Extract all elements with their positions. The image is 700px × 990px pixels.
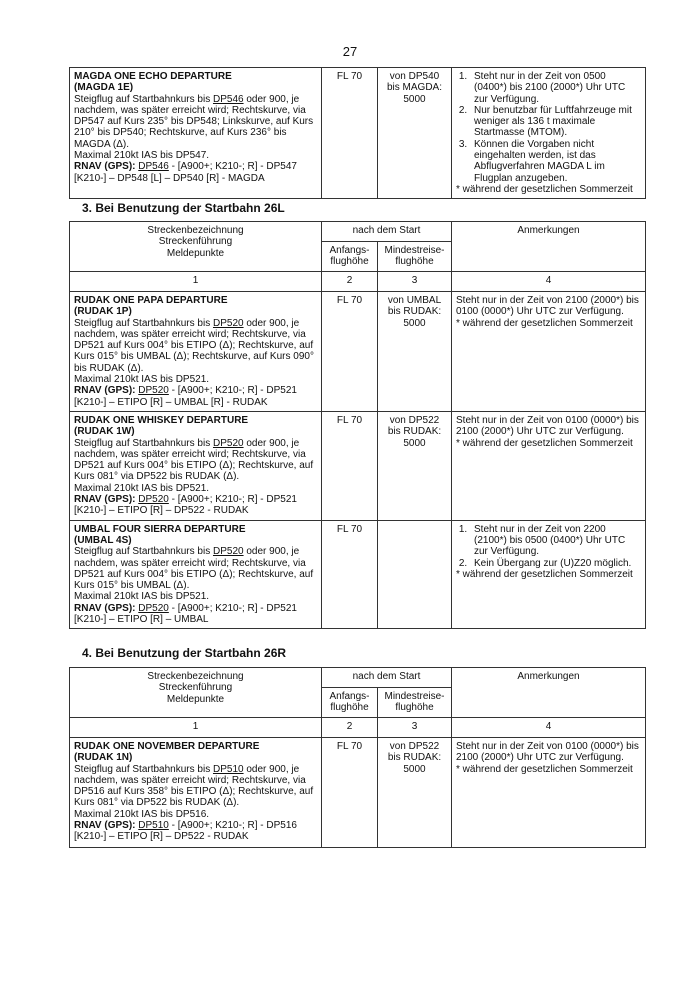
notes-list bbox=[456, 524, 641, 569]
initial-altitude: FL 70 bbox=[322, 292, 378, 412]
table-row bbox=[70, 520, 646, 629]
route-code: (UMBAL 4S) bbox=[74, 534, 132, 546]
header-route-name: Streckenbezeichnung bbox=[147, 225, 244, 236]
route-cell bbox=[70, 411, 322, 520]
min-altitude bbox=[378, 520, 452, 629]
header-initial-altitude: Anfangs- flughöhe bbox=[322, 242, 378, 272]
initial-altitude: FL 70 bbox=[322, 738, 378, 848]
route-speed: Maximal 210kt IAS bis DP521. bbox=[74, 591, 210, 603]
header-after-start: nach dem Start bbox=[322, 222, 452, 242]
route-title: RUDAK ONE WHISKEY DEPARTURE bbox=[74, 414, 249, 426]
remark-text: Steht nur in der Zeit von 0100 (0000*) bis 2100 (2000*) Uhr UTC zur Verfügung. bbox=[456, 414, 639, 438]
note-item: 1. Steht nur in der Zeit von 2200 (2100*) bis 0500 (0400*) Uhr UTC zur Verfügung. bbox=[470, 524, 641, 558]
remarks-cell bbox=[452, 738, 646, 848]
rnav-label: RNAV (GPS): bbox=[74, 602, 139, 614]
initial-altitude: FL 70 bbox=[322, 68, 378, 199]
route-desc-pre: Steigflug auf Startbahnkurs bis bbox=[74, 93, 213, 105]
rnav-waypoint: DP520 bbox=[138, 385, 169, 397]
page-number: 27 bbox=[342, 44, 358, 59]
route-desc-post: oder 900, je nachdem, was später erreicht wird; Rechtskurve, via DP521 auf Kurs 004° bis ETIPO (Δ); Rechtskurve, auf Kurs 081° via DP522 bis RUDAK (Δ). bbox=[74, 437, 314, 483]
route-speed: Maximal 210kt IAS bis DP521. bbox=[74, 374, 210, 386]
route-desc-pre: Steigflug auf Startbahnkurs bis bbox=[74, 763, 213, 775]
remarks-cell bbox=[452, 411, 646, 520]
rnav-label: RNAV (GPS): bbox=[74, 494, 139, 506]
header-route-path: Streckenführung bbox=[158, 236, 233, 248]
header-min-altitude: Mindestreise- flughöhe bbox=[378, 688, 452, 718]
min-altitude: von DP540 bis MAGDA: 5000 bbox=[378, 68, 452, 199]
route-desc-waypoint: DP510 bbox=[212, 763, 244, 775]
remark-text: Steht nur in der Zeit von 2100 (2000*) bis 0100 (0000*) Uhr UTC zur Verfügung. bbox=[456, 295, 639, 318]
note-item: 1. Steht nur in der Zeit von 0500 (0400*) bis 2100 (2000*) Uhr UTC zur Verfügung. bbox=[470, 71, 641, 105]
route-title: UMBAL FOUR SIERRA DEPARTURE bbox=[74, 523, 246, 535]
col-number: 3 bbox=[378, 272, 452, 292]
section-title-26l: 3. Bei Benutzung der Startbahn 26L bbox=[82, 201, 285, 215]
header-after-start: nach dem Start bbox=[322, 668, 452, 688]
header-route-name: Streckenbezeichnung bbox=[147, 671, 244, 682]
col-number: 4 bbox=[452, 272, 646, 292]
header-min-altitude: Mindestreise- flughöhe bbox=[378, 242, 452, 272]
rnav-waypoint: DP520 bbox=[138, 602, 169, 614]
rnav-waypoint: DP520 bbox=[138, 494, 169, 506]
remarks-cell bbox=[452, 68, 646, 199]
summer-time-note: * während der gesetzlichen Sommerzeit bbox=[456, 183, 633, 195]
route-desc-post: oder 900, je nachdem, was später erreicht wird; Rechtskurve, via DP521 auf Kurs 004° bis ETIPO (Δ); Rechtskurve, auf Kurs 015° bis UMBAL (Δ); Rechtskurve, auf Kurs 090° bis RUDAK (Δ). bbox=[74, 317, 314, 374]
departure-table-continued bbox=[69, 67, 646, 199]
min-altitude: von DP522 bis RUDAK: 5000 bbox=[378, 738, 452, 848]
header-route-path: Streckenführung bbox=[158, 682, 233, 694]
summer-time-note: * während der gesetzlichen Sommerzeit bbox=[456, 763, 633, 775]
remark-text: Steht nur in der Zeit von 0100 (0000*) bis 2100 (2000*) Uhr UTC zur Verfügung. bbox=[456, 741, 639, 764]
table-row bbox=[70, 738, 646, 848]
rnav-rest: - [A900+; K210-; R] - DP521 [K210-] – ETIPO [R] – UMBAL bbox=[74, 602, 297, 626]
route-code: (RUDAK 1W) bbox=[74, 426, 135, 438]
route-desc-post: oder 900, je nachdem, was später erreicht wird; Rechtskurve, via DP521 auf Kurs 004° bis ETIPO (Δ); Rechtskurve, auf Kurs 015° bis UMBAL (Δ). bbox=[74, 546, 314, 592]
route-title: MAGDA ONE ECHO DEPARTURE bbox=[74, 71, 232, 82]
route-desc-waypoint: DP546 bbox=[212, 93, 244, 105]
col-number: 1 bbox=[70, 272, 322, 292]
header-route bbox=[70, 668, 322, 718]
min-altitude: von DP522 bis RUDAK: 5000 bbox=[378, 411, 452, 520]
route-desc-waypoint: DP520 bbox=[212, 546, 244, 558]
table-row bbox=[70, 411, 646, 520]
rnav-rest: - [A900+; K210-; R] - DP547 [K210-] – DP548 [L] – DP540 [R] - MAGDA bbox=[74, 161, 297, 184]
summer-time-note: * während der gesetzlichen Sommerzeit bbox=[456, 437, 633, 449]
rnav-waypoint: DP546 bbox=[138, 161, 169, 173]
note-item: 2. Kein Übergang zur (U)Z20 möglich. bbox=[470, 558, 641, 569]
route-desc-waypoint: DP520 bbox=[212, 437, 244, 449]
header-remarks: Anmerkungen bbox=[452, 222, 646, 272]
summer-time-note: * während der gesetzlichen Sommerzeit bbox=[456, 568, 633, 580]
col-number: 2 bbox=[322, 718, 378, 738]
col-number: 4 bbox=[452, 718, 646, 738]
route-desc-pre: Steigflug auf Startbahnkurs bis bbox=[74, 317, 213, 329]
route-title: RUDAK ONE PAPA DEPARTURE bbox=[74, 295, 228, 306]
section-title-26r: 4. Bei Benutzung der Startbahn 26R bbox=[82, 646, 287, 660]
rnav-label: RNAV (GPS): bbox=[74, 161, 139, 173]
rnav-waypoint: DP510 bbox=[138, 820, 169, 832]
rnav-rest: - [A900+; K210-; R] - DP521 [K210-] – ETIPO [R] – DP522 - RUDAK bbox=[74, 494, 297, 517]
rnav-label: RNAV (GPS): bbox=[74, 385, 139, 397]
rnav-label: RNAV (GPS): bbox=[74, 820, 139, 832]
table-row bbox=[70, 68, 646, 199]
table-row bbox=[70, 292, 646, 412]
col-number: 1 bbox=[70, 718, 322, 738]
header-route-points: Meldepunkte bbox=[166, 247, 225, 259]
notes-list bbox=[456, 71, 641, 184]
route-title: RUDAK ONE NOVEMBER DEPARTURE bbox=[74, 741, 260, 752]
note-item: 3. Können die Vorgaben nicht eingehalten werden, ist das Abflugverfahren MAGDA L im Flugplan anzugeben. bbox=[470, 139, 641, 184]
initial-altitude: FL 70 bbox=[322, 520, 378, 629]
route-desc-pre: Steigflug auf Startbahnkurs bis bbox=[74, 437, 213, 449]
initial-altitude: FL 70 bbox=[322, 411, 378, 520]
rnav-rest: - [A900+; K210-; R] - DP516 [K210-] – ETIPO [R] – DP522 - RUDAK bbox=[74, 820, 297, 843]
route-cell bbox=[70, 738, 322, 848]
route-cell bbox=[70, 520, 322, 629]
route-speed: Maximal 210kt IAS bis DP516. bbox=[74, 808, 210, 820]
min-altitude: von UMBAL bis RUDAK: 5000 bbox=[378, 292, 452, 412]
departure-table-26r bbox=[69, 667, 646, 848]
col-number: 2 bbox=[322, 272, 378, 292]
route-code: (RUDAK 1P) bbox=[74, 306, 132, 318]
summer-time-note: * während der gesetzlichen Sommerzeit bbox=[456, 317, 633, 329]
route-desc-pre: Steigflug auf Startbahnkurs bis bbox=[74, 546, 213, 558]
remarks-cell bbox=[452, 292, 646, 412]
route-speed: Maximal 210kt IAS bis DP521. bbox=[74, 482, 210, 494]
route-code: (MAGDA 1E) bbox=[74, 82, 134, 94]
header-route-points: Meldepunkte bbox=[166, 693, 225, 705]
route-cell bbox=[70, 292, 322, 412]
header-route bbox=[70, 222, 322, 272]
rnav-rest: - [A900+; K210-; R] - DP521 [K210-] – ETIPO [R] – UMBAL [R] - RUDAK bbox=[74, 385, 297, 408]
header-remarks: Anmerkungen bbox=[452, 668, 646, 718]
header-initial-altitude: Anfangs- flughöhe bbox=[322, 688, 378, 718]
col-number: 3 bbox=[378, 718, 452, 738]
route-speed: Maximal 210kt IAS bis DP547. bbox=[74, 150, 210, 162]
route-desc-waypoint: DP520 bbox=[212, 317, 244, 329]
route-code: (RUDAK 1N) bbox=[74, 752, 133, 764]
note-item: 2. Nur benutzbar für Luftfahrzeuge mit weniger als 136 t maximale Startmasse (MTOM). bbox=[470, 105, 641, 139]
route-cell bbox=[70, 68, 322, 199]
remarks-cell bbox=[452, 520, 646, 629]
route-desc-post: oder 900, je nachdem, was später erreicht wird; Rechtskurve, via DP516 auf Kurs 358° bis ETIPO (Δ); Rechtskurve, auf Kurs 081° via DP522 bis RUDAK (Δ). bbox=[74, 763, 314, 809]
route-desc-post: oder 900, je nachdem, was später erreicht wird; Rechtskurve, via DP547 auf Kurs 235° bis DP548; Linkskurve, auf Kurs 210° bis DP540; Rechtskurve, auf Kurs 236° bis MAGDA (Δ). bbox=[74, 93, 314, 150]
departure-table-26l bbox=[69, 221, 646, 629]
